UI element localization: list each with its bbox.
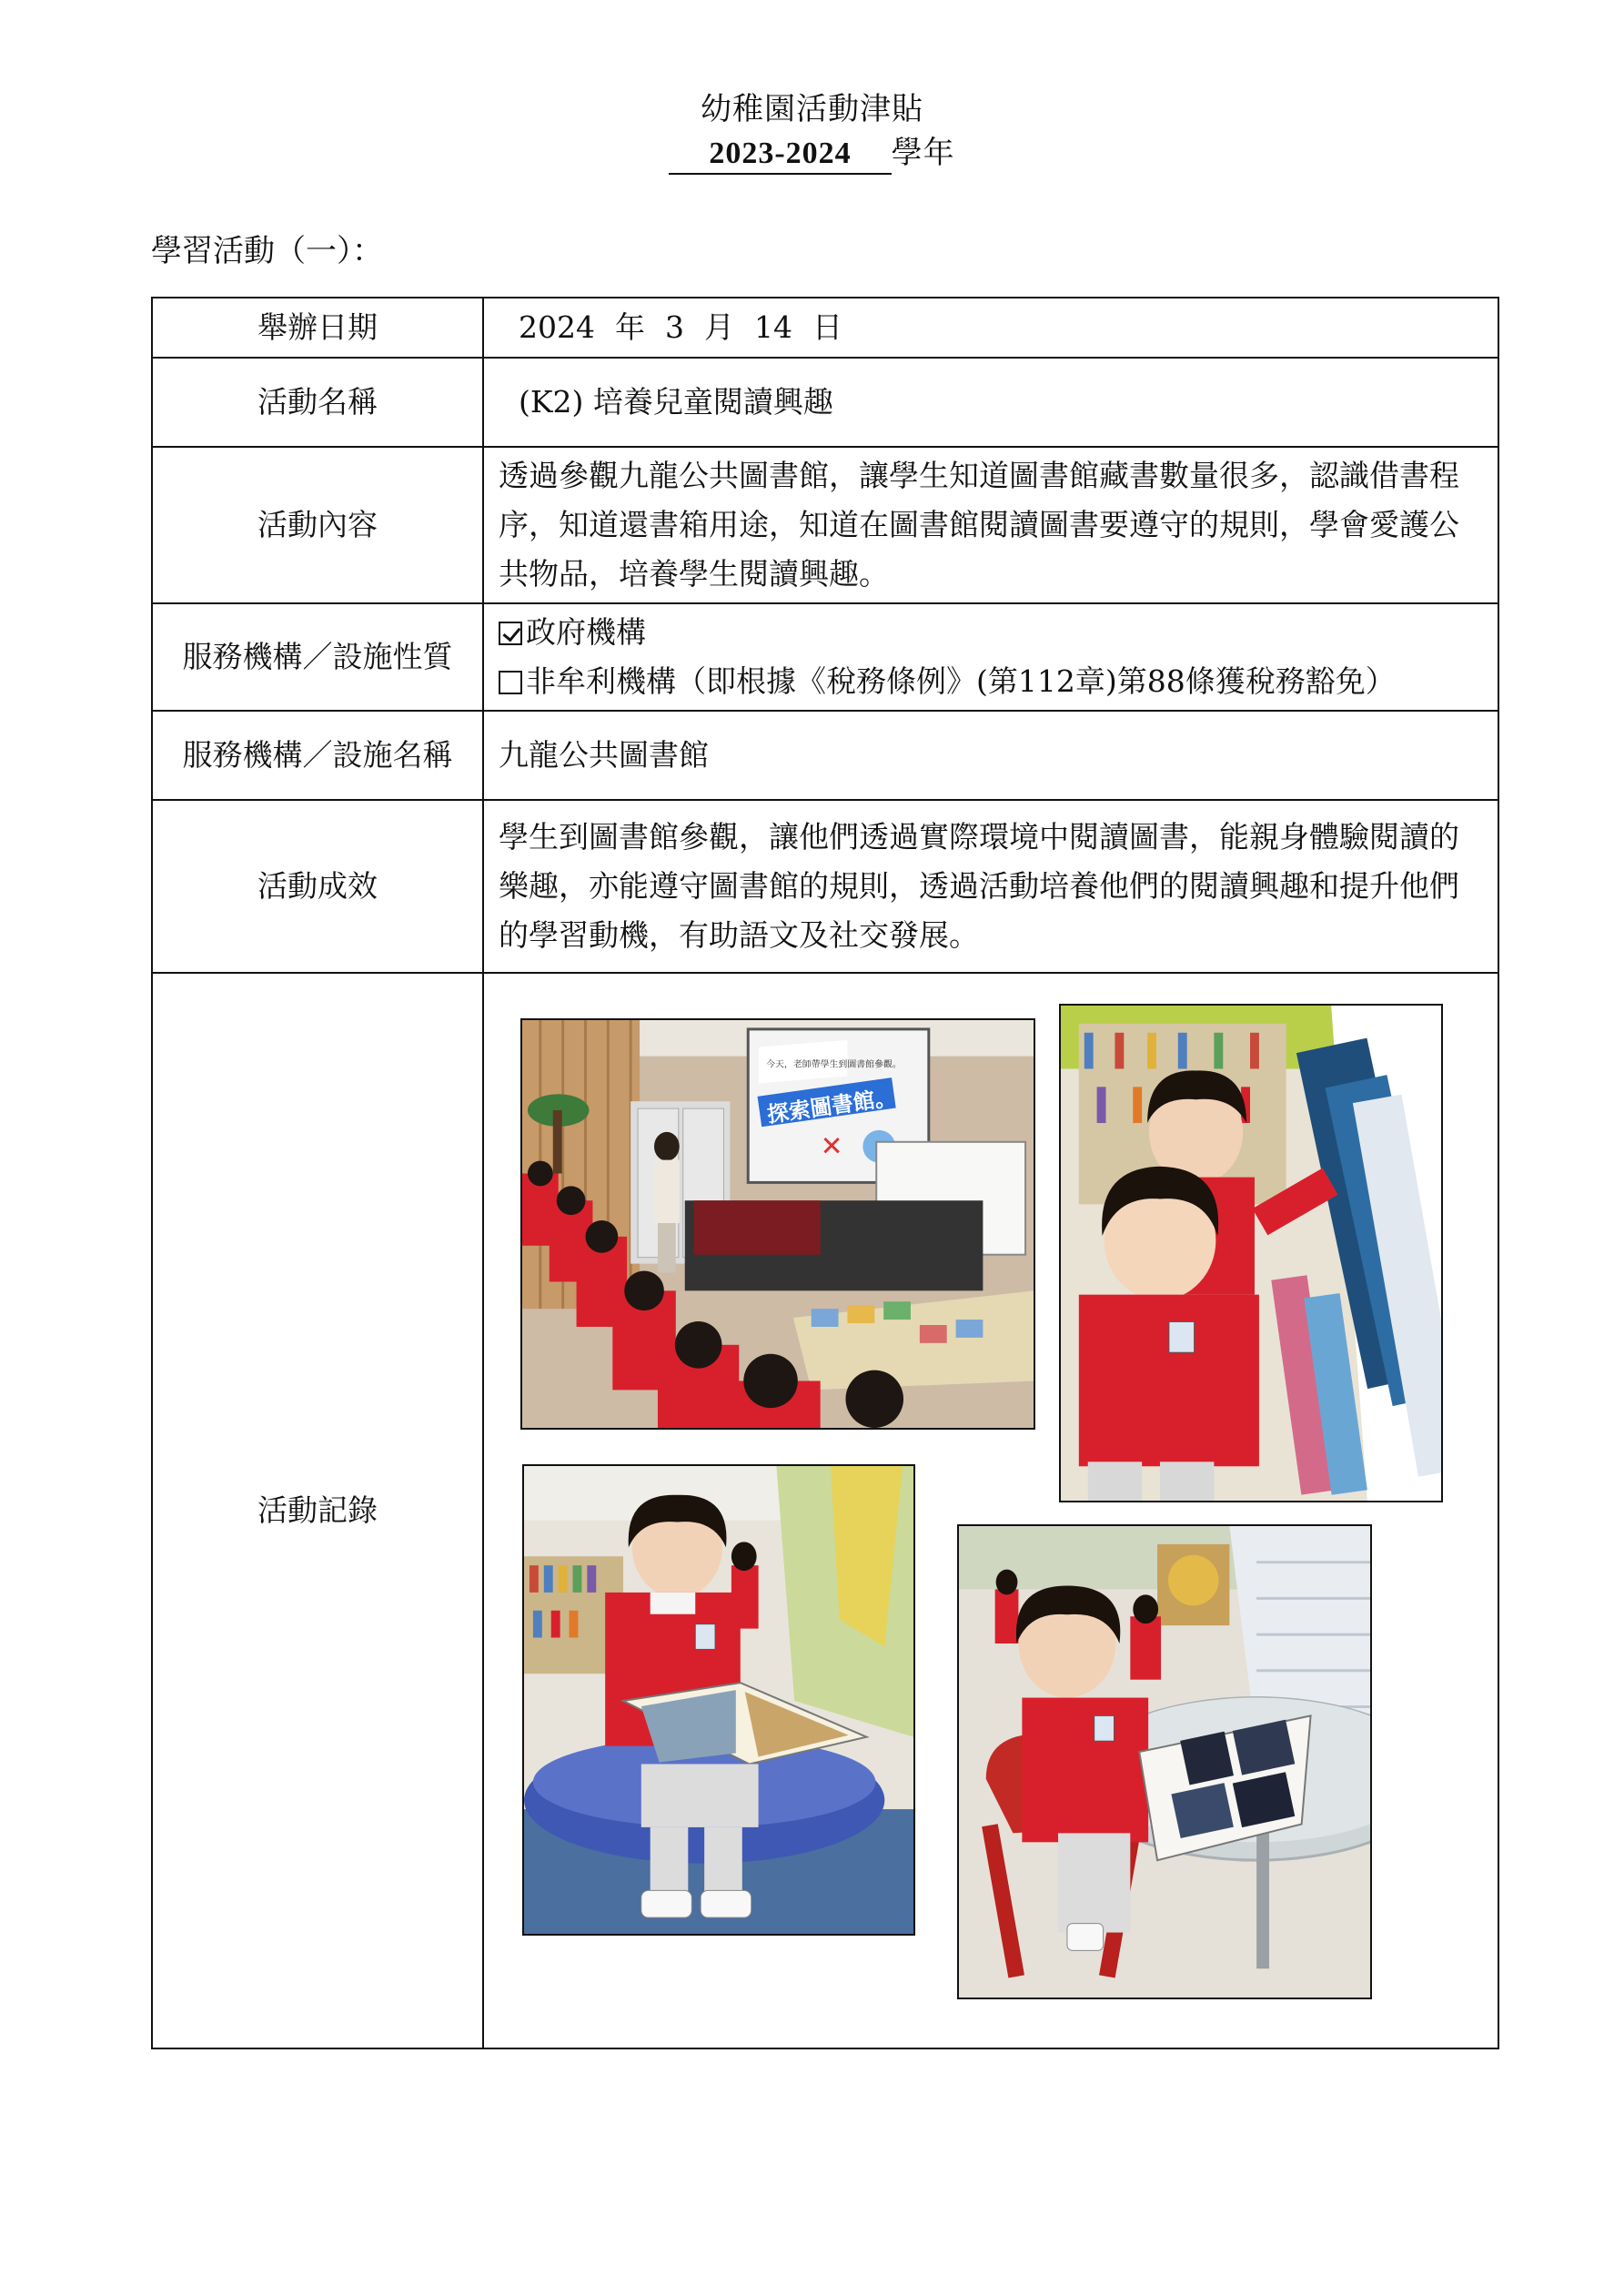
photo-boy-reading	[522, 1464, 915, 1936]
date-year: 2024	[519, 309, 595, 345]
date-month-unit: 月	[703, 309, 734, 345]
checkbox-checked-icon	[499, 622, 522, 645]
value-outcome: 學生到圖書館參觀，讓他們透過實際環境中閱讀圖書，能親身體驗閱讀的樂趣，亦能遵守圖書館的規則，透過活動培養他們的閱讀興趣和提升他們的學習動機，有助語文及社交發展。	[483, 800, 1498, 973]
date-month: 3	[664, 309, 684, 345]
value-facility: 九龍公共圖書館	[483, 711, 1498, 800]
checkbox-empty-icon	[499, 671, 522, 694]
row-content	[152, 447, 1498, 603]
row-date	[152, 298, 1498, 358]
label-record: 活動記錄	[152, 973, 483, 2048]
screen-small-text: 今天，老師帶學生到圖書館參觀。	[766, 1059, 902, 1070]
table-reading-scene-image	[959, 1526, 1370, 1998]
activity-name: (K2) 培養兒童閱讀興趣	[519, 384, 833, 420]
option-nonprofit	[499, 657, 1483, 706]
photo-collage	[484, 975, 1498, 2047]
label-date: 舉辦日期	[152, 298, 483, 358]
option-nonprofit-label: 非牟利機構（即根據《稅務條例》(第112章)第88條獲稅務豁免）	[526, 663, 1396, 699]
photo-presentation	[520, 1018, 1035, 1430]
row-outcome	[152, 800, 1498, 973]
bookshelf-scene-image	[1061, 1006, 1441, 1501]
date-year-unit: 年	[614, 309, 645, 345]
value-content: 透過參觀九龍公共圖書館，讓學生知道圖書館藏書數量很多，認識借書程序，知道還書箱用途，知道在圖書館閱讀圖書要遵守的規則，學會愛護公共物品，培養學生閱讀興趣。	[483, 447, 1498, 603]
presentation-scene-image	[522, 1020, 1034, 1428]
photo-table-reading	[957, 1524, 1372, 1999]
row-name	[152, 358, 1498, 447]
date-day: 14	[753, 309, 792, 345]
section-label: 學習活動（一）：	[151, 233, 383, 269]
school-year: 2023-2024	[669, 137, 891, 175]
label-org-type: 服務機構／設施性質	[152, 603, 483, 711]
label-name: 活動名稱	[152, 358, 483, 447]
school-year-line	[0, 127, 1624, 175]
option-government	[499, 608, 1483, 657]
activity-table	[151, 297, 1499, 2049]
value-org-type	[483, 603, 1498, 711]
label-facility: 服務機構／設施名稱	[152, 711, 483, 800]
label-outcome: 活動成效	[152, 800, 483, 973]
row-facility	[152, 711, 1498, 800]
svg-text:✕: ✕	[820, 1130, 843, 1163]
row-org-type	[152, 603, 1498, 711]
option-government-label: 政府機構	[526, 614, 646, 650]
value-record	[483, 973, 1498, 2048]
value-name	[483, 358, 1498, 447]
photo-bookshelf	[1059, 1004, 1443, 1502]
label-content: 活動內容	[152, 447, 483, 603]
date-day-unit: 日	[812, 309, 842, 345]
boy-reading-scene-image	[524, 1466, 913, 1934]
school-year-suffix: 學年	[891, 135, 955, 171]
row-record	[152, 973, 1498, 2048]
screen-big-text: 探索圖書館。	[765, 1084, 898, 1128]
value-date	[483, 298, 1498, 358]
document-title: 幼稚園活動津貼	[701, 91, 923, 127]
